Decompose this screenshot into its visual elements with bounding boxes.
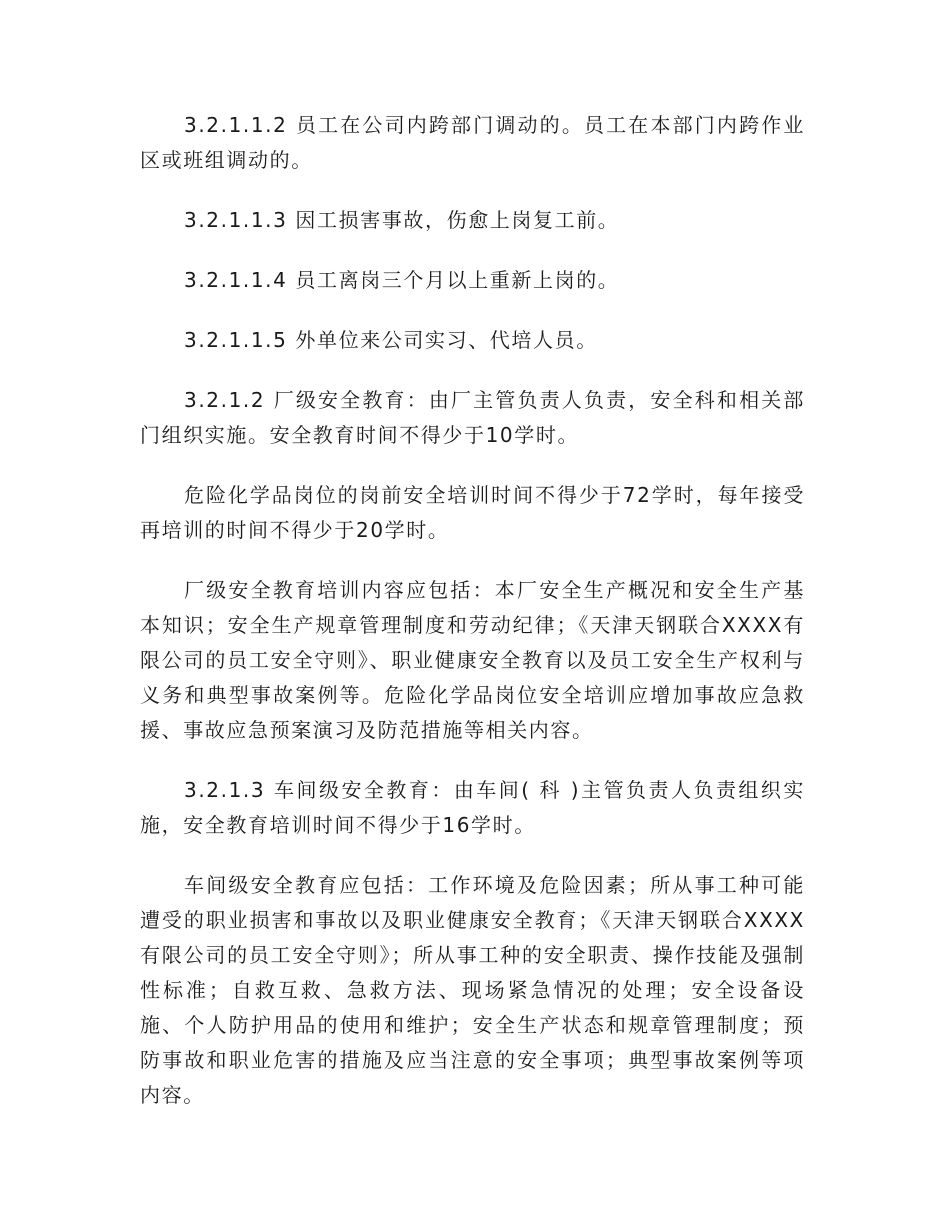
paragraph-hazardous-chemicals-training: 危险化学品岗位的岗前安全培训时间不得少于72学时，每年接受再培训的时间不得少于20学时。 xyxy=(140,483,805,542)
paragraph-3-2-1-2: 3.2.1.2 厂级安全教育：由厂主管负责人负责，安全科和相关部门组织实施。安全教育时间不得少于10学时。 xyxy=(140,388,805,447)
paragraph-3-2-1-1-4: 3.2.1.1.4 员工离岗三个月以上重新上岗的。 xyxy=(184,268,620,292)
paragraph-3-2-1-1-2: 3.2.1.1.2 员工在公司内跨部门调动的。员工在本部门内跨作业区或班组调动的。 xyxy=(140,113,805,172)
paragraph-3-2-1-1-5: 3.2.1.1.5 外单位来公司实习、代培人员。 xyxy=(184,328,598,352)
paragraph-factory-level-content: 厂级安全教育培训内容应包括：本厂安全生产概况和安全生产基本知识；安全生产规章管理制度和劳动纪律；《天津天钢联合XXXX有限公司的员工安全守则》、职业健康安全教育以及员工安全生产权利与义务和典型事故案例等。危险化学品岗位安全培训应增加事故应急救援、事故应急预案演习及防范措施等相关内容。 xyxy=(140,578,805,742)
paragraph-workshop-level-content: 车间级安全教育应包括：工作环境及危险因素；所从事工种可能遭受的职业损害和事故以及职业健康安全教育；《天津天钢联合XXXX有限公司的员工安全守则》；所从事工种的安全职责、操作技能及强制性标准；自救互救、急救方法、现场紧急情况的处理；安全设备设施、个人防护用品的使用和维护；安全生产状态和规章管理制度；预防事故和职业危害的措施及应当注意的安全事项；典型事故案例等项内容。 xyxy=(140,873,805,1107)
document-body xyxy=(140,108,805,1138)
paragraph-3-2-1-3: 3.2.1.3 车间级安全教育：由车间( 科 )主管负责人负责组织实施，安全教育培训时间不得少于16学时。 xyxy=(140,778,805,837)
paragraph-3-2-1-1-3: 3.2.1.1.3 因工损害事故，伤愈上岗复工前。 xyxy=(184,208,620,232)
